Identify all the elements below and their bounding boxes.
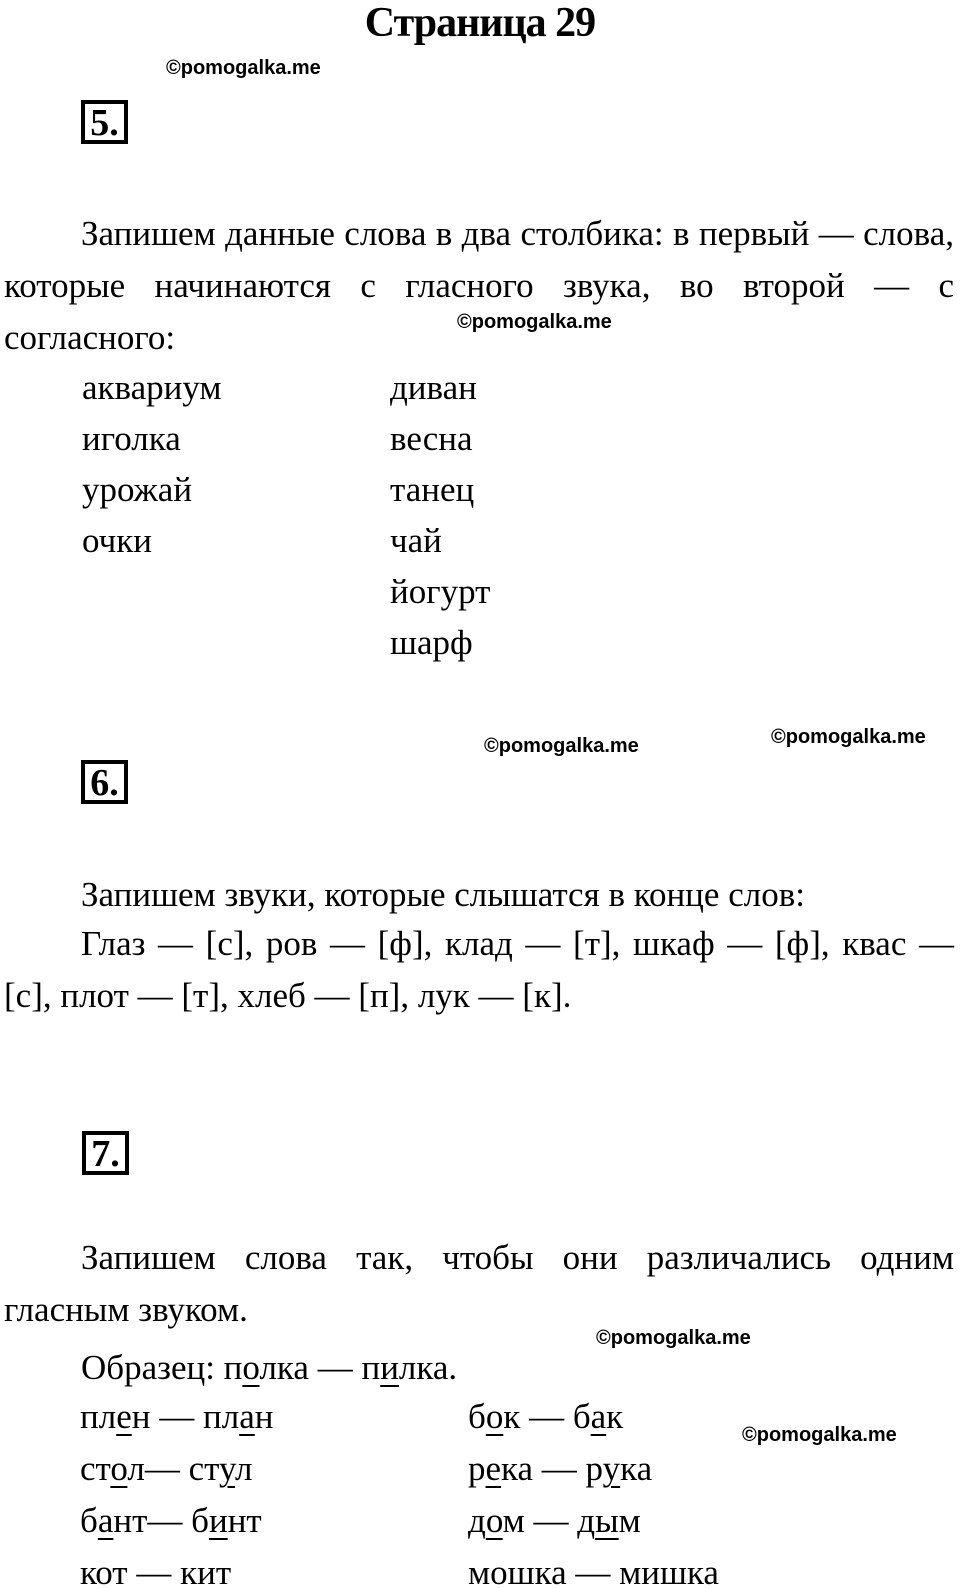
exercise-6-answer: Глаз — [с], ров — [ф], клад — [т], шкаф — [ф], квас — [с], плот — [т], хлеб — [п], лук — [к]. [4, 924, 954, 1015]
word-list-item: шарф [390, 623, 473, 662]
watermark-ex6-left: ©pomogalka.me [484, 735, 639, 757]
exercise-7-intro: Запишем слова так, чтобы они различались одним гласным звуком. [4, 1238, 954, 1329]
watermark-pairs: ©pomogalka.me [742, 1424, 897, 1446]
word-pair: кот — кит [80, 1553, 232, 1589]
word-pair: река — рука [468, 1449, 653, 1488]
word-list-item: урожай [82, 470, 193, 509]
watermark-top: ©pomogalka.me [166, 57, 321, 79]
word-list-item: аквариум [82, 368, 222, 407]
word-list-item: танец [390, 470, 475, 509]
word-list-item: очки [82, 521, 152, 560]
exercise-5-intro: Запишем данные слова в два столбика: в первый — слова, которые начинаются с гласного звука, во второй — с согласного: [4, 214, 954, 357]
word-list-item: диван [390, 368, 477, 407]
word-list-item: чай [390, 521, 442, 560]
exercise-7-pairs-left [80, 1391, 273, 1589]
exercise-6-number-box [81, 760, 128, 804]
word-list-item: весна [390, 419, 473, 458]
exercise-7-number-box [82, 1131, 129, 1175]
word-pair: стол— стул [80, 1449, 253, 1488]
word-pair: плен — план [80, 1397, 274, 1436]
watermark-ex6-right: ©pomogalka.me [771, 726, 926, 748]
exercise-6-intro: Запишем звуки, которые слышатся в конце слов: [81, 875, 805, 914]
exercise-5-consonant-column [390, 362, 490, 668]
word-list-item: иголка [82, 419, 181, 458]
word-pair: мошка — мишка [468, 1553, 719, 1589]
exercise-7-pairs-right [468, 1391, 719, 1589]
exercise-5-number-box [81, 100, 128, 144]
exercise-6-number: 6. [90, 762, 119, 804]
page-title: Страница 29 [364, 0, 596, 46]
exercise-5-vowel-column [82, 362, 222, 566]
exercise-7-number: 7. [91, 1133, 120, 1175]
exercise-7-example: Образец: полка — пилка. [81, 1348, 458, 1387]
word-list-item: йогурт [390, 572, 491, 611]
word-pair: бант— бинт [80, 1501, 262, 1540]
watermark-example: ©pomogalka.me [596, 1327, 751, 1349]
word-pair: дом — дым [468, 1501, 641, 1540]
exercise-5-number: 5. [90, 102, 119, 144]
watermark-ex5: ©pomogalka.me [457, 311, 612, 333]
word-pair: бок — бак [468, 1397, 624, 1436]
